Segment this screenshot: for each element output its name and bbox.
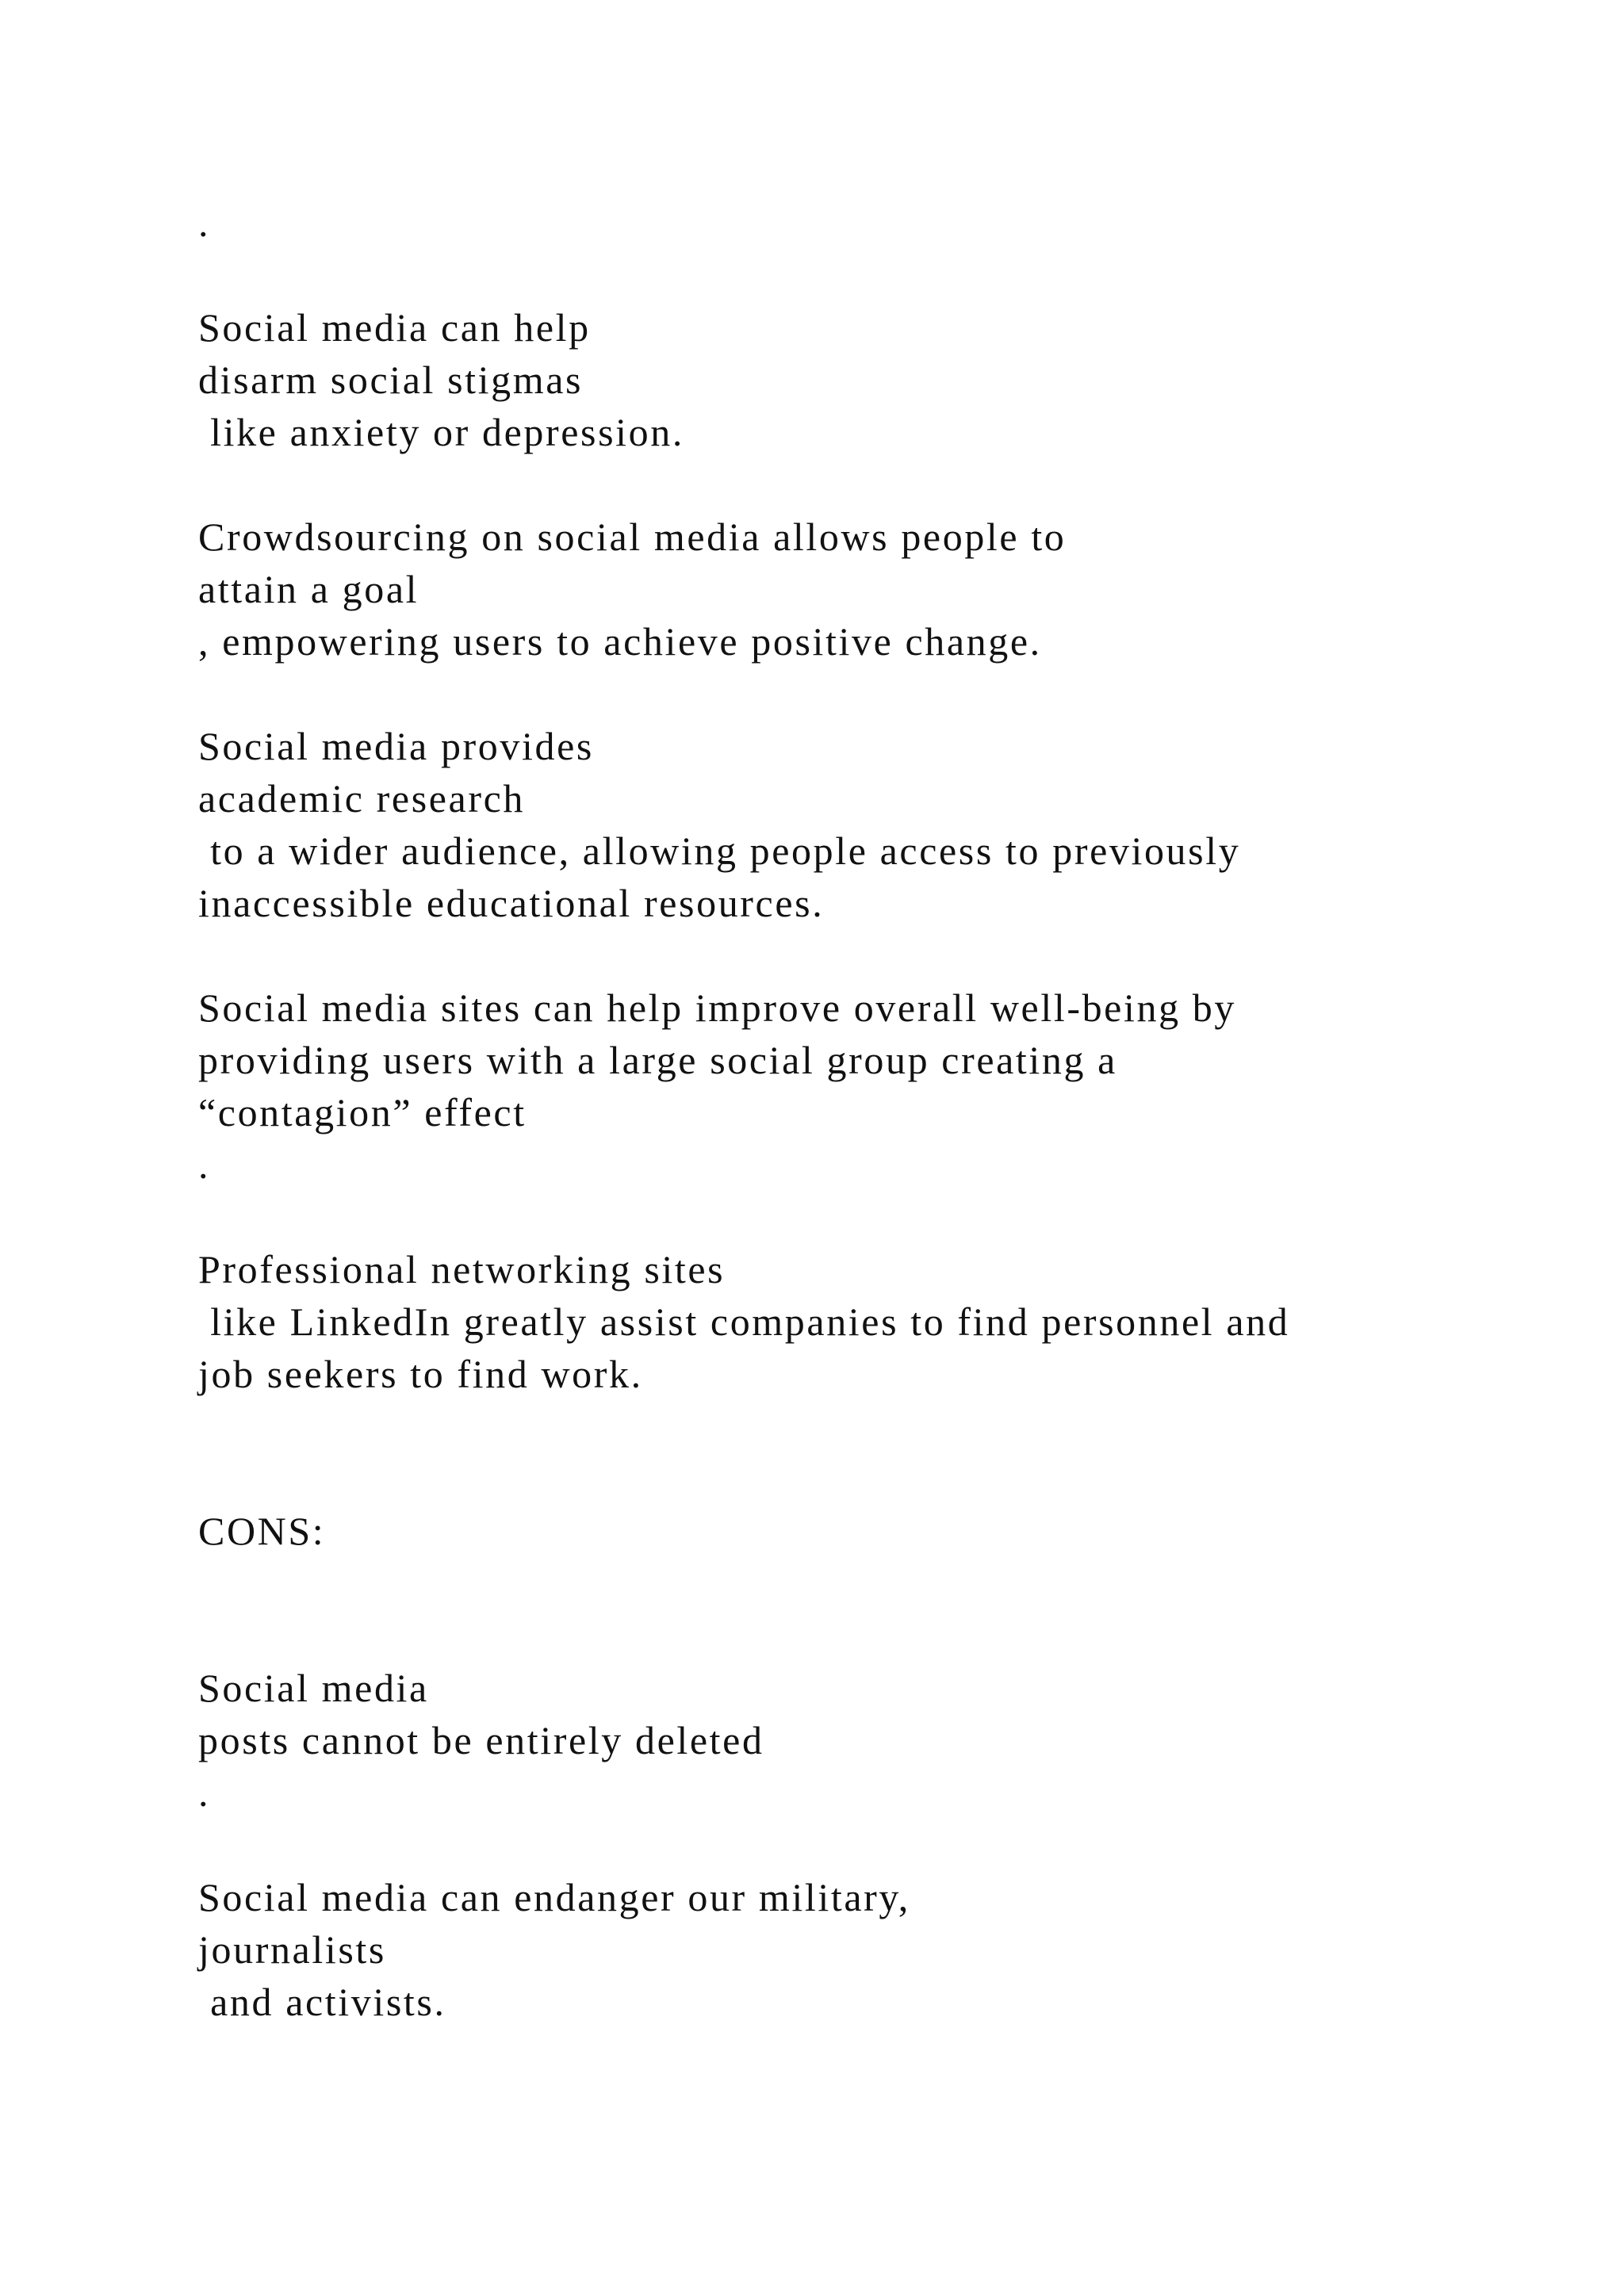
text-line: Social media provides xyxy=(198,724,594,768)
text-line: academic research xyxy=(198,776,525,821)
paragraph xyxy=(198,1662,1562,1819)
text-line: Professional networking sites xyxy=(198,1247,726,1292)
text-line: like anxiety or depression. xyxy=(198,410,684,454)
text-line: Social media sites can help improve overall well-being by xyxy=(198,985,1236,1030)
text-line: posts cannot be entirely deleted xyxy=(198,1718,764,1762)
text-line: like LinkedIn greatly assist companies to find personnel and xyxy=(198,1299,1290,1344)
text-line: Social media xyxy=(198,1666,429,1710)
text-line: Social media can help xyxy=(198,305,591,350)
text-line: . xyxy=(198,1770,211,1815)
paragraph xyxy=(198,511,1562,668)
text-line: and activists. xyxy=(198,1980,446,2024)
text-line: . xyxy=(198,201,211,245)
text-line: . xyxy=(198,1142,211,1187)
paragraph xyxy=(198,1243,1562,1400)
text-line: inaccessible educational resources. xyxy=(198,881,825,925)
paragraph xyxy=(198,197,1562,249)
text-line: attain a goal xyxy=(198,567,419,611)
paragraph xyxy=(198,982,1562,1191)
text-line: Social media can endanger our military, xyxy=(198,1875,910,1919)
text-line: job seekers to find work. xyxy=(198,1352,643,1396)
text-line: Crowdsourcing on social media allows people to xyxy=(198,515,1067,559)
text-line: “contagion” effect xyxy=(198,1090,527,1135)
paragraph xyxy=(198,1871,1562,2028)
text-line: journalists xyxy=(198,1927,386,1972)
text-line: disarm social stigmas xyxy=(198,358,584,402)
document-page xyxy=(198,197,1562,2028)
paragraph xyxy=(198,720,1562,929)
text-line: , empowering users to achieve positive change. xyxy=(198,619,1042,664)
text-line: providing users with a large social group creating a xyxy=(198,1038,1117,1082)
paragraph xyxy=(198,301,1562,458)
text-line: to a wider audience, allowing people access to previously xyxy=(198,828,1241,873)
cons-heading: CONS: xyxy=(198,1509,326,1553)
